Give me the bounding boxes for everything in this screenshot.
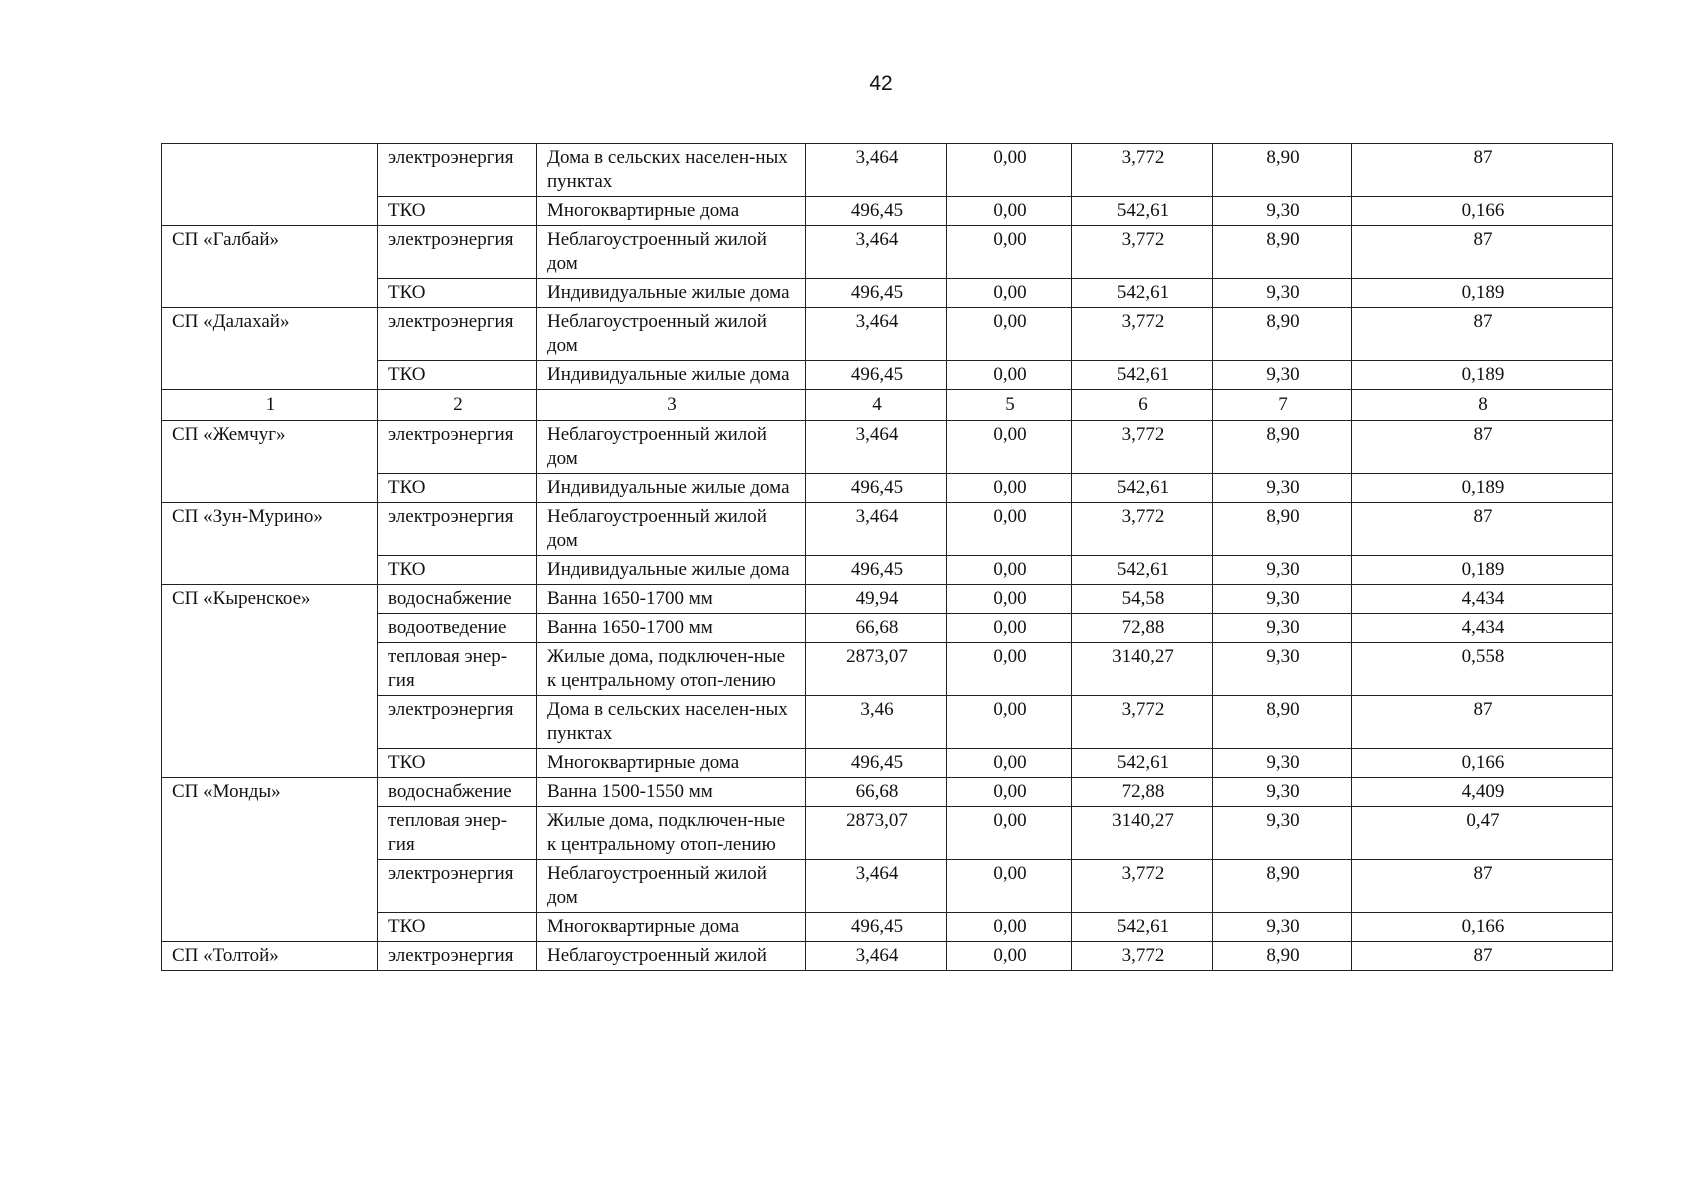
- service-cell: водоснабжение: [378, 585, 537, 614]
- value-col5-cell: 0,00: [947, 503, 1072, 556]
- value-col6-cell: 3,772: [1072, 696, 1213, 749]
- value-col6-cell: 54,58: [1072, 585, 1213, 614]
- table-row: [162, 696, 1613, 749]
- value-col7-cell: 8,90: [1213, 696, 1352, 749]
- table-row: [162, 585, 1613, 614]
- value-col6-cell: 3,772: [1072, 308, 1213, 361]
- value-col4-cell: 49,94: [806, 585, 947, 614]
- value-col7-cell: 8,90: [1213, 226, 1352, 279]
- value-col6-cell: 72,88: [1072, 778, 1213, 807]
- category-cell: Неблагоустроенный жилой дом: [537, 421, 806, 474]
- value-col8-cell: 87: [1352, 942, 1613, 971]
- table-row: [162, 860, 1613, 913]
- table-row: [162, 614, 1613, 643]
- value-col5-cell: 0,00: [947, 778, 1072, 807]
- column-number-cell: 7: [1213, 390, 1352, 421]
- value-col6-cell: 542,61: [1072, 279, 1213, 308]
- category-cell: Неблагоустроенный жилой дом: [537, 503, 806, 556]
- table-row: [162, 807, 1613, 860]
- value-col5-cell: 0,00: [947, 279, 1072, 308]
- table-row: [162, 503, 1613, 556]
- value-col7-cell: 9,30: [1213, 913, 1352, 942]
- category-cell: Индивидуальные жилые дома: [537, 279, 806, 308]
- value-col5-cell: 0,00: [947, 585, 1072, 614]
- value-col7-cell: 9,30: [1213, 643, 1352, 696]
- value-col5-cell: 0,00: [947, 421, 1072, 474]
- value-col4-cell: 3,464: [806, 308, 947, 361]
- category-cell: Ванна 1500-1550 мм: [537, 778, 806, 807]
- table-row: [162, 778, 1613, 807]
- value-col4-cell: 3,464: [806, 144, 947, 197]
- value-col5-cell: 0,00: [947, 696, 1072, 749]
- column-number-cell: 6: [1072, 390, 1213, 421]
- value-col6-cell: 3,772: [1072, 503, 1213, 556]
- column-number-cell: 1: [162, 390, 378, 421]
- value-col8-cell: 87: [1352, 308, 1613, 361]
- value-col5-cell: 0,00: [947, 643, 1072, 696]
- value-col8-cell: 0,166: [1352, 749, 1613, 778]
- column-number-cell: 3: [537, 390, 806, 421]
- table-row: [162, 556, 1613, 585]
- service-cell: ТКО: [378, 279, 537, 308]
- category-cell: Неблагоустроенный жилой дом: [537, 860, 806, 913]
- service-cell: электроэнергия: [378, 308, 537, 361]
- value-col5-cell: 0,00: [947, 556, 1072, 585]
- value-col5-cell: 0,00: [947, 807, 1072, 860]
- value-col8-cell: 0,558: [1352, 643, 1613, 696]
- column-number-cell: 8: [1352, 390, 1613, 421]
- settlement-cell: СП «Зун-Мурино»: [162, 503, 378, 585]
- value-col6-cell: 542,61: [1072, 556, 1213, 585]
- table-row: [162, 749, 1613, 778]
- value-col6-cell: 3140,27: [1072, 643, 1213, 696]
- service-cell: тепловая энер-гия: [378, 643, 537, 696]
- column-number-cell: 2: [378, 390, 537, 421]
- service-cell: водоснабжение: [378, 778, 537, 807]
- value-col6-cell: 3140,27: [1072, 807, 1213, 860]
- value-col8-cell: 0,189: [1352, 361, 1613, 390]
- value-col4-cell: 496,45: [806, 361, 947, 390]
- category-cell: Индивидуальные жилые дома: [537, 556, 806, 585]
- table-row: [162, 421, 1613, 474]
- category-cell: Дома в сельских населен-ных пунктах: [537, 144, 806, 197]
- table-row: [162, 308, 1613, 361]
- value-col4-cell: 3,464: [806, 421, 947, 474]
- value-col4-cell: 3,46: [806, 696, 947, 749]
- table-row: [162, 942, 1613, 971]
- category-cell: Многоквартирные дома: [537, 197, 806, 226]
- value-col8-cell: 0,166: [1352, 197, 1613, 226]
- service-cell: электроэнергия: [378, 696, 537, 749]
- value-col7-cell: 9,30: [1213, 197, 1352, 226]
- service-cell: электроэнергия: [378, 942, 537, 971]
- service-cell: электроэнергия: [378, 421, 537, 474]
- value-col8-cell: 87: [1352, 503, 1613, 556]
- value-col8-cell: 87: [1352, 144, 1613, 197]
- value-col6-cell: 542,61: [1072, 361, 1213, 390]
- table-body-after-header: [162, 421, 1613, 971]
- value-col6-cell: 3,772: [1072, 144, 1213, 197]
- service-cell: ТКО: [378, 749, 537, 778]
- column-number-row: [162, 390, 1613, 421]
- value-col8-cell: 0,189: [1352, 474, 1613, 503]
- value-col4-cell: 496,45: [806, 474, 947, 503]
- category-cell: Неблагоустроенный жилой: [537, 942, 806, 971]
- value-col7-cell: 8,90: [1213, 942, 1352, 971]
- value-col7-cell: 8,90: [1213, 421, 1352, 474]
- value-col7-cell: 8,90: [1213, 308, 1352, 361]
- column-number-cell: 5: [947, 390, 1072, 421]
- value-col7-cell: 9,30: [1213, 556, 1352, 585]
- value-col5-cell: 0,00: [947, 913, 1072, 942]
- service-cell: ТКО: [378, 197, 537, 226]
- value-col7-cell: 9,30: [1213, 614, 1352, 643]
- value-col4-cell: 496,45: [806, 279, 947, 308]
- settlement-cell: [162, 144, 378, 226]
- value-col4-cell: 496,45: [806, 749, 947, 778]
- value-col5-cell: 0,00: [947, 197, 1072, 226]
- value-col5-cell: 0,00: [947, 308, 1072, 361]
- value-col8-cell: 0,189: [1352, 556, 1613, 585]
- table-row: [162, 361, 1613, 390]
- value-col5-cell: 0,00: [947, 860, 1072, 913]
- value-col4-cell: 496,45: [806, 556, 947, 585]
- value-col5-cell: 0,00: [947, 144, 1072, 197]
- category-cell: Индивидуальные жилые дома: [537, 474, 806, 503]
- value-col7-cell: 8,90: [1213, 860, 1352, 913]
- settlement-cell: СП «Жемчуг»: [162, 421, 378, 503]
- value-col4-cell: 3,464: [806, 860, 947, 913]
- service-cell: ТКО: [378, 361, 537, 390]
- value-col5-cell: 0,00: [947, 942, 1072, 971]
- value-col5-cell: 0,00: [947, 614, 1072, 643]
- value-col6-cell: 3,772: [1072, 860, 1213, 913]
- value-col4-cell: 2873,07: [806, 643, 947, 696]
- value-col8-cell: 87: [1352, 226, 1613, 279]
- value-col6-cell: 3,772: [1072, 226, 1213, 279]
- value-col8-cell: 87: [1352, 860, 1613, 913]
- value-col4-cell: 496,45: [806, 197, 947, 226]
- category-cell: Ванна 1650-1700 мм: [537, 585, 806, 614]
- value-col5-cell: 0,00: [947, 749, 1072, 778]
- value-col6-cell: 3,772: [1072, 942, 1213, 971]
- category-cell: Неблагоустроенный жилой дом: [537, 308, 806, 361]
- service-cell: ТКО: [378, 474, 537, 503]
- value-col8-cell: 0,189: [1352, 279, 1613, 308]
- value-col8-cell: 4,409: [1352, 778, 1613, 807]
- value-col8-cell: 87: [1352, 696, 1613, 749]
- value-col8-cell: 0,47: [1352, 807, 1613, 860]
- value-col4-cell: 66,68: [806, 778, 947, 807]
- value-col7-cell: 9,30: [1213, 361, 1352, 390]
- service-cell: электроэнергия: [378, 144, 537, 197]
- column-number-cell: 4: [806, 390, 947, 421]
- category-cell: Неблагоустроенный жилой дом: [537, 226, 806, 279]
- service-cell: электроэнергия: [378, 226, 537, 279]
- category-cell: Многоквартирные дома: [537, 913, 806, 942]
- value-col7-cell: 9,30: [1213, 279, 1352, 308]
- table-row: [162, 144, 1613, 197]
- value-col6-cell: 542,61: [1072, 913, 1213, 942]
- value-col6-cell: 72,88: [1072, 614, 1213, 643]
- value-col6-cell: 542,61: [1072, 197, 1213, 226]
- value-col4-cell: 3,464: [806, 942, 947, 971]
- page-number: 42: [869, 72, 893, 95]
- table-row: [162, 913, 1613, 942]
- value-col6-cell: 3,772: [1072, 421, 1213, 474]
- table-row: [162, 226, 1613, 279]
- value-col8-cell: 87: [1352, 421, 1613, 474]
- category-cell: Жилые дома, подключен-ные к центральному отоп-лению: [537, 807, 806, 860]
- table-body-before-header: [162, 144, 1613, 390]
- value-col7-cell: 9,30: [1213, 474, 1352, 503]
- category-cell: Многоквартирные дома: [537, 749, 806, 778]
- service-cell: водоотведение: [378, 614, 537, 643]
- service-cell: электроэнергия: [378, 860, 537, 913]
- settlement-cell: СП «Кыренское»: [162, 585, 378, 778]
- value-col4-cell: 3,464: [806, 226, 947, 279]
- category-cell: Ванна 1650-1700 мм: [537, 614, 806, 643]
- value-col7-cell: 8,90: [1213, 503, 1352, 556]
- value-col6-cell: 542,61: [1072, 474, 1213, 503]
- value-col4-cell: 66,68: [806, 614, 947, 643]
- value-col5-cell: 0,00: [947, 226, 1072, 279]
- table-row: [162, 474, 1613, 503]
- value-col8-cell: 0,166: [1352, 913, 1613, 942]
- settlement-cell: СП «Галбай»: [162, 226, 378, 308]
- category-cell: Жилые дома, подключен-ные к центральному отоп-лению: [537, 643, 806, 696]
- value-col5-cell: 0,00: [947, 474, 1072, 503]
- settlement-cell: СП «Толтой»: [162, 942, 378, 971]
- value-col8-cell: 4,434: [1352, 585, 1613, 614]
- value-col7-cell: 9,30: [1213, 585, 1352, 614]
- value-col4-cell: 2873,07: [806, 807, 947, 860]
- settlement-cell: СП «Монды»: [162, 778, 378, 942]
- value-col5-cell: 0,00: [947, 361, 1072, 390]
- category-cell: Дома в сельских населен-ных пунктах: [537, 696, 806, 749]
- value-col8-cell: 4,434: [1352, 614, 1613, 643]
- table-row: [162, 643, 1613, 696]
- service-cell: электроэнергия: [378, 503, 537, 556]
- table-row: [162, 197, 1613, 226]
- tariff-table: [161, 143, 1613, 971]
- value-col7-cell: 8,90: [1213, 144, 1352, 197]
- service-cell: тепловая энер-гия: [378, 807, 537, 860]
- value-col7-cell: 9,30: [1213, 778, 1352, 807]
- service-cell: ТКО: [378, 556, 537, 585]
- value-col7-cell: 9,30: [1213, 807, 1352, 860]
- value-col7-cell: 9,30: [1213, 749, 1352, 778]
- category-cell: Индивидуальные жилые дома: [537, 361, 806, 390]
- value-col6-cell: 542,61: [1072, 749, 1213, 778]
- column-number-header: [162, 390, 1613, 421]
- table-row: [162, 279, 1613, 308]
- value-col4-cell: 3,464: [806, 503, 947, 556]
- value-col4-cell: 496,45: [806, 913, 947, 942]
- settlement-cell: СП «Далахай»: [162, 308, 378, 390]
- service-cell: ТКО: [378, 913, 537, 942]
